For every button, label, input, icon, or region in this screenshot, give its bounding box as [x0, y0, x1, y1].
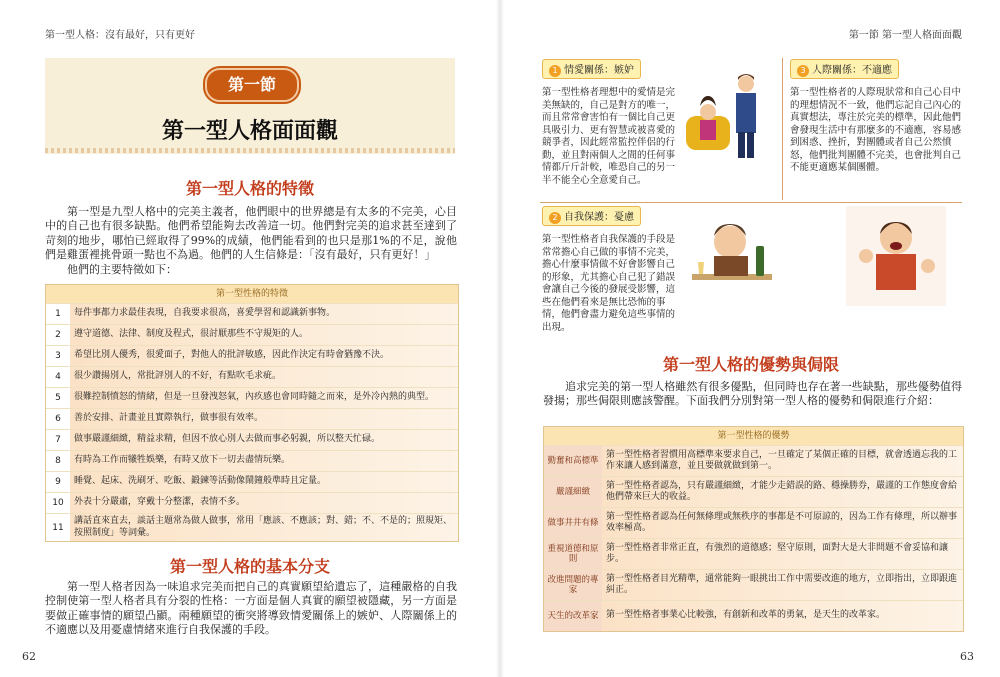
strengths-table [543, 426, 964, 632]
worried-head [714, 226, 746, 258]
man-head [738, 76, 754, 92]
section-title: 第一型人格面面觀 [161, 119, 338, 144]
row-number: 5 [46, 388, 70, 408]
row-text: 每件事都力求最佳表現，自我要求很高，喜愛學習和認識新事物。 [70, 304, 458, 324]
row-text: 第一型性格者認為，只有嚴謹細緻，才能少走錯誤的路、穩操勝券，嚴謹的工作態度會給他們帶來巨大的收益。 [602, 477, 963, 507]
table-row [46, 387, 458, 408]
panel-text: 第一型性格者理想中的愛情是完美無缺的，自己是對方的唯一，而且常常會害怕有一個比自己更具吸引力、更有智慧或被喜愛的競爭者，因此經常監控伴侶的行動，並且對兩個人之間的任何事情都斤斤計較，唯恐自己的另一半不能全心全意愛自己。 [542, 87, 676, 186]
woman-head [700, 104, 716, 120]
subtypes-paragraph: 第一型人格者因為一味追求完美而把自己的真實願望給遺忘了，這種嚴格的自我控制使第一型人格者具有分裂的性格：一方面是個人真實的願望被隱藏，另一方面是要做正確事情的願望凸顯。兩種願望的衝突將導致情愛關係上的嫉妒、人際關係上的不適應以及用憂慮情緒來進行自我保護的手段。 [45, 580, 457, 636]
row-label: 嚴謹細緻 [544, 477, 602, 507]
row-text: 希望比別人優秀，很愛面子，對他人的批評敏感，因此作決定有時會猶豫不決。 [70, 346, 458, 366]
row-text: 第一型性格者目光精準，通常能夠一眼挑出工作中需要改進的地方，立即指出，立即跟進糾正。 [602, 570, 963, 600]
man-suit [736, 93, 756, 133]
row-number: 10 [46, 493, 70, 513]
section-badge: 第一節 [205, 68, 299, 102]
row-label: 勤奮和高標準 [544, 446, 602, 476]
traits-table [45, 284, 459, 542]
row-number: 8 [46, 451, 70, 471]
panel-self-protection [542, 205, 676, 334]
strengths-paragraph: 追求完美的第一型人格雖然有很多優點，但同時也存在著一些缺點，那些優勢值得發揚；那些侷限則應該警醒。下面我們分別對第一型人格的優勢和侷限進行介紹： [543, 380, 962, 408]
panel-love-relationship [542, 58, 677, 187]
row-number: 6 [46, 409, 70, 429]
panel-number: 3 [797, 65, 809, 77]
row-number: 7 [46, 430, 70, 450]
row-text: 第一型性格者習慣用高標準來要求自己，一旦確定了某個正確的目標，就會透過忘我的工作來讓人感到滿意，並且要做就做到第一。 [602, 446, 963, 476]
panel-interpersonal [790, 58, 962, 175]
running-head-right: 第一節 第一型人格面面觀 [848, 30, 962, 41]
panel-label: 情愛關係：嫉妒 [564, 65, 634, 76]
row-text: 第一型性格者非常正直，有強烈的道德感；堅守原則，面對大是大非問題不會妥協和讓步。 [602, 539, 963, 569]
intro-paragraph: 第一型是九型人格中的完美主義者，他們眼中的世界總是有太多的不完美，心目中的自己也有很多缺點。他們希望能夠去改善這一切。他們對完美的追求甚至達到了苛刻的地步，哪怕已經取得了99%的成績，他們能看到的也只是那1%的不足，說他們是雞蛋裡挑骨頭一點也不為過。他們的人生信條是：「沒有最好，只有更好！」 [45, 205, 457, 261]
row-label: 改進問題的專家 [544, 570, 602, 600]
row-text: 很少讚揚別人，常批評別人的不好，有點吹毛求疵。 [70, 367, 458, 387]
panel-number: 1 [549, 65, 561, 77]
row-number: 3 [46, 346, 70, 366]
row-text: 外表十分嚴肅，穿戴十分整潔，表情不多。 [70, 493, 458, 513]
jealous-couple-illustration [682, 66, 778, 162]
table-row [544, 569, 963, 600]
panel-vertical-divider [782, 58, 783, 200]
table-row [46, 345, 458, 366]
row-number: 9 [46, 472, 70, 492]
row-label: 天生的改革家 [544, 601, 602, 631]
heading-strengths: 第一型人格的優勢與侷限 [662, 355, 839, 374]
panel-label: 人際關係：不適應 [812, 65, 892, 76]
panel-text: 第一型性格者自我保護的手段是常常擔心自己做的事情不完美，擔心什麼事情做不好會影響自己的形象，尤其擔心自己犯了錯誤會讓自己今後的發展受影響，這些在他們看來是無比恐怖的事情，他們會盡力避免這些事情的出現。 [542, 234, 676, 333]
page-number-left: 62 [22, 650, 36, 663]
row-text: 做事嚴謹細緻，精益求精，但因不放心別人去做而事必躬親，所以整天忙碌。 [70, 430, 458, 450]
table-row [544, 538, 963, 569]
table-row [46, 513, 458, 541]
panel-label: 自我保護：憂慮 [564, 212, 634, 223]
angry-man-illustration [846, 206, 946, 306]
row-text: 善於安排、計畫並且實際執行，做事很有效率。 [70, 409, 458, 429]
glass-shape [698, 262, 704, 274]
table-row [46, 429, 458, 450]
table-row [46, 492, 458, 513]
table-row [46, 450, 458, 471]
heading-traits: 第一型人格的特徵 [185, 179, 314, 198]
page-number-right: 63 [960, 650, 974, 663]
table-row [46, 303, 458, 324]
row-text: 遵守道德、法律、制度及程式，很討厭那些不守規矩的人。 [70, 325, 458, 345]
table-row [46, 471, 458, 492]
row-text: 有時為工作而犧牲娛樂，有時又放下一切去盡情玩樂。 [70, 451, 458, 471]
table-row [46, 324, 458, 345]
section-header [45, 58, 455, 154]
intro-lead: 他們的主要特徵如下： [67, 263, 177, 276]
table-row [544, 476, 963, 507]
woman-dress [700, 120, 716, 140]
traits-table-header: 第一型性格的特徵 [46, 285, 458, 303]
panel-tag [542, 206, 641, 226]
row-text: 第一型性格者認為任何無條理或無秩序的事都是不可原諒的，因為工作有條理，所以辦事效率極高。 [602, 508, 963, 538]
row-text: 睡覺、起床、洗刷牙、吃飯、鍛鍊等活動像鬧鐘般準時且定量。 [70, 472, 458, 492]
table-row [544, 445, 963, 476]
table-row [46, 408, 458, 429]
panel-tag [790, 59, 899, 79]
heading-subtypes: 第一型人格的基本分支 [169, 557, 330, 576]
panel-text: 第一型性格者的人際現狀常和自己心目中的理想情況不一致，他們忘記自己內心的真實想法，專注於完美的標準，因此他們會發現生活中有那麼多的不適應，容易感到困惑、挫折，對團體或者自己公然憤怒，他們批判團體不完美，也會批判自己不能更適應某個團體。 [790, 87, 962, 173]
row-number: 1 [46, 304, 70, 324]
table-row [46, 366, 458, 387]
running-head-left: 第一型人格：沒有最好，只有更好 [45, 30, 195, 41]
row-number: 4 [46, 367, 70, 387]
panel-number: 2 [549, 212, 561, 224]
worried-man-illustration [684, 208, 776, 308]
row-label: 重視道德和原則 [544, 539, 602, 569]
row-label: 做事井井有條 [544, 508, 602, 538]
panel-horizontal-divider [540, 202, 962, 203]
section-divider [45, 148, 455, 153]
table-row [544, 600, 963, 631]
angry-shirt [876, 254, 916, 290]
row-text: 第一型性格者事業心比較強，有創新和改革的勇氣，是天生的改革家。 [602, 601, 963, 631]
bottle-shape [756, 246, 764, 276]
row-text: 講話直來直去，談話主題常為做人做事，常用「應該、不應該；對、錯；不、不是的；照規矩、按照制度」等詞彙。 [70, 514, 458, 541]
row-number: 11 [46, 514, 70, 541]
table-row [544, 507, 963, 538]
strengths-table-header: 第一型性格的優勢 [544, 427, 963, 445]
row-text: 很難控制憤怒的情緒，但是一旦發洩怒氣，內疚感也會同時隨之而來，是外冷內熱的典型。 [70, 388, 458, 408]
row-number: 2 [46, 325, 70, 345]
panel-tag [542, 59, 641, 79]
